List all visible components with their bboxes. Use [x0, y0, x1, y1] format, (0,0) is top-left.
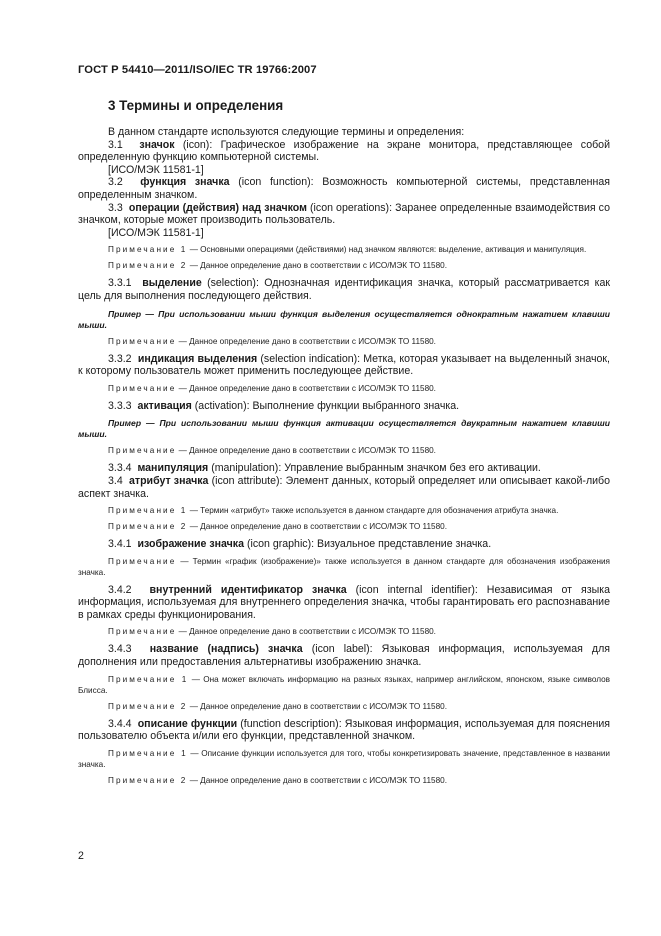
section-title: 3 Термины и определения: [108, 98, 284, 113]
term-3-4-2: 3.4.2 внутренний идентификатор значка (icon internal identifier): Независимая от языка информация, используемая для внутреннего определения значка, чтобы гарантировать его распознавание в рамках среды функционирования.: [78, 583, 610, 621]
term-name: активация: [137, 399, 192, 412]
term-3-3: 3.3 операции (действия) над значком (icon operations): Заранее определенные взаимодействия со значком, которые может производить пользователь.: [78, 201, 610, 227]
term-3-4-3: 3.4.3 название (надпись) значка (icon label): Языковая информация, используемая для дополнения или предоставления альтернативы изображению значка.: [78, 643, 611, 669]
note: Примечание 1 — Основными операциями (действиями) над значком являются: выделение, активация и манипуляция.: [108, 245, 587, 255]
note: Примечание 2 — Данное определение дано в соответствии с ИСО/МЭК ТО 11580.: [108, 261, 447, 271]
note: Примечание — Данное определение дано в соответствии с ИСО/МЭК ТО 11580.: [108, 383, 436, 393]
document-page: [78, 64, 610, 786]
term-name: значок: [139, 138, 175, 151]
term-name: функция значка: [140, 176, 230, 189]
term-name: выделение: [142, 277, 202, 290]
intro-paragraph: В данном стандарте используются следующие термины и определения:: [108, 126, 465, 138]
source-ref: [ИСО/МЭК 11581-1]: [108, 163, 204, 176]
document-header: ГОСТ Р 54410—2011/ISO/IEC TR 19766:2007: [78, 64, 317, 76]
term-3-4: 3.4 атрибут значка (icon attribute): Элемент данных, который определяет или описывает какой-либо аспект значка.: [78, 474, 611, 500]
term-3-3-4: 3.3.4 манипуляция (manipulation): Управление выбранным значком без его активации.: [108, 462, 541, 475]
term-3-1: 3.1 значок (icon): Графическое изображение на экране монитора, представляющее собой определенную функцию компьютерной системы.: [78, 138, 610, 164]
term-name: описание функции: [137, 717, 238, 730]
example: Пример — При использовании мыши функция активации осуществляется двукратным нажатием клавиши мыши.: [78, 418, 610, 440]
note: Примечание 2 — Данное определение дано в соответствии с ИСО/МЭК ТО 11580.: [108, 522, 447, 532]
term-3-4-1: 3.4.1 изображение значка (icon graphic): Визуальное представление значка.: [108, 538, 492, 551]
term-name: изображение значка: [137, 538, 244, 551]
page-number: 2: [78, 850, 84, 862]
note: Примечание — Данное определение дано в соответствии с ИСО/МЭК ТО 11580.: [108, 336, 436, 346]
note: Примечание 1 — Описание функции используется для того, чтобы конкретизировать значение, представленное в названии значка.: [78, 748, 611, 769]
term-name: атрибут значка: [129, 474, 209, 487]
note: Примечание 1 — Термин «атрибут» также используется в данном стандарте для обозначения атрибута значка.: [108, 506, 559, 516]
source-ref: [ИСО/МЭК 11581-1]: [108, 226, 204, 239]
note: Примечание — Данное определение дано в соответствии с ИСО/МЭК ТО 11580.: [108, 627, 436, 637]
term-name: индикация выделения: [137, 352, 258, 365]
term-name: операции (действия) над значком: [128, 201, 307, 214]
term-3-3-3: 3.3.3 активация (activation): Выполнение функции выбранного значка.: [108, 399, 460, 412]
term-3-4-4: 3.4.4 описание функции (function description): Языковая информация, используемая для пояснения пользователю объекта и/или его функции, представленной значком.: [78, 717, 611, 743]
note: Примечание 2 — Данное определение дано в соответствии с ИСО/МЭК ТО 11580.: [108, 701, 447, 711]
note: Примечание 1 — Она может включать информацию на разных языках, например английском, японском, языке символов Блисса.: [78, 674, 610, 695]
term-name: название (надпись) значка: [149, 643, 303, 656]
note: Примечание 2 — Данное определение дано в соответствии с ИСО/МЭК ТО 11580.: [108, 775, 447, 785]
term-name: манипуляция: [137, 462, 209, 475]
example: Пример — При использовании мыши функция выделения осуществляется однократным нажатием клавиши мыши.: [78, 308, 610, 330]
term-3-3-2: 3.3.2 индикация выделения (selection indication): Метка, которая указывает на выделенный значок, к которому пользователь может применить последующее действие.: [78, 352, 610, 378]
term-3-2: 3.2 функция значка (icon function): Возможность компьютерной системы, представленная определенным значком.: [78, 176, 610, 201]
note: Примечание — Термин «график (изображение)» также используется в данном стандарте для обозначения изображения значка.: [78, 556, 610, 577]
term-name: внутренний идентификатор значка: [149, 583, 347, 596]
note: Примечание — Данное определение дано в соответствии с ИСО/МЭК ТО 11580.: [108, 446, 436, 456]
term-3-3-1: 3.3.1 выделение (selection): Однозначная идентификация значка, который рассматривается как цель для выполнения последующего действия.: [78, 277, 611, 302]
